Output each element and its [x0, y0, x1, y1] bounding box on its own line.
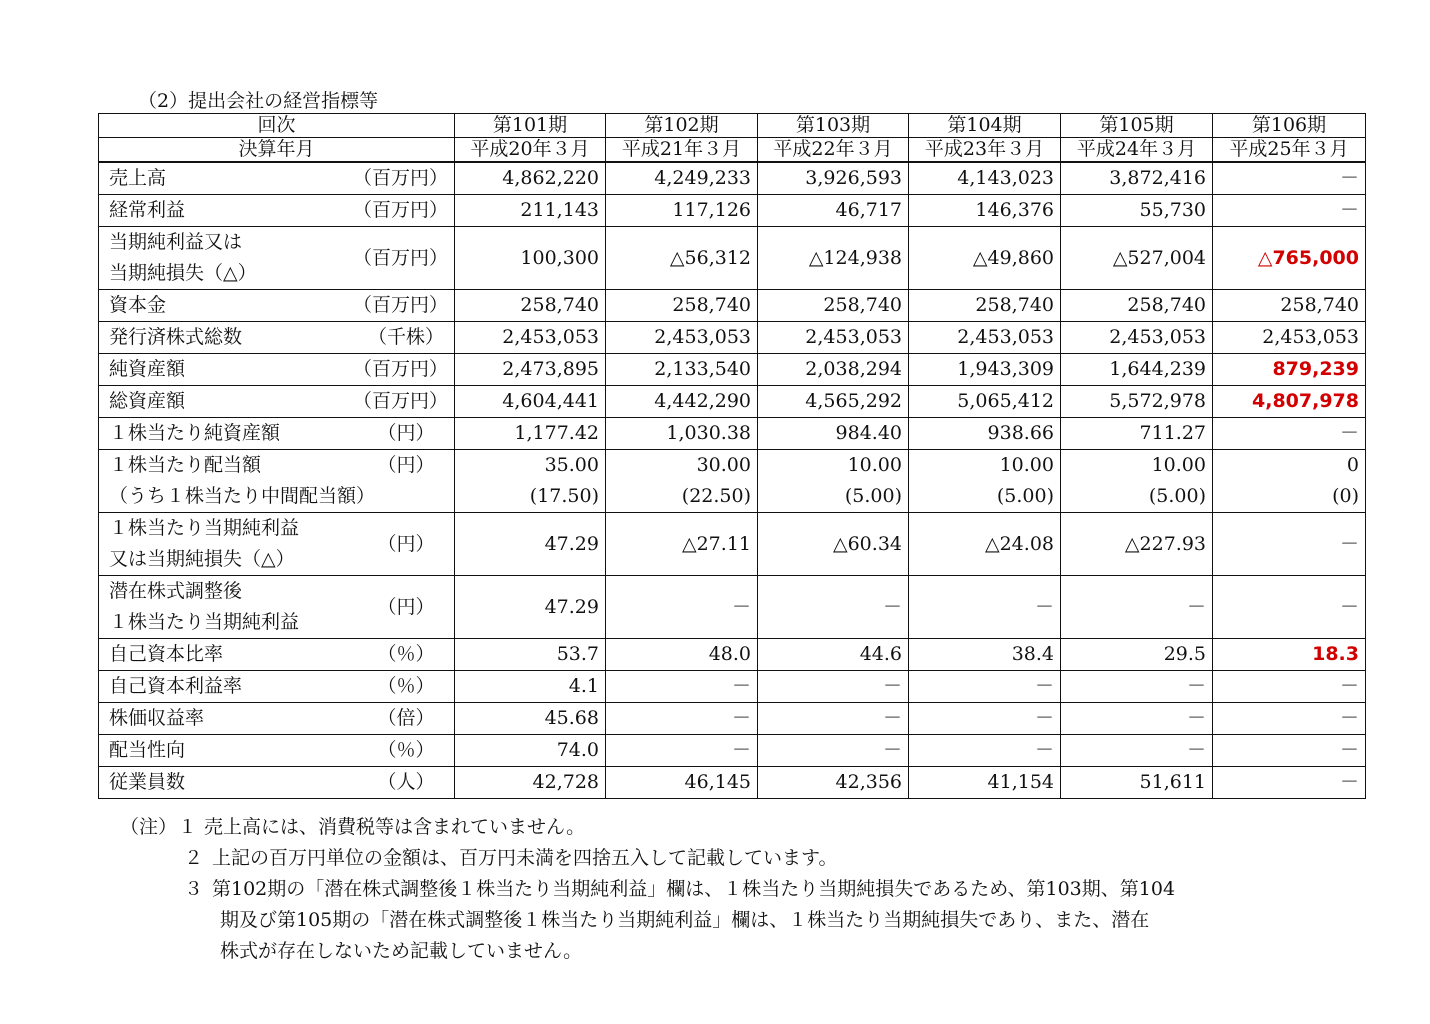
dividend-value: 10.00 [847, 454, 902, 476]
cell-equityratio-2: 48.0 [606, 639, 758, 671]
unit-label: （百万円） [352, 246, 448, 269]
unit-label: （％） [377, 675, 435, 697]
cell-sales-5: 3,872,416 [1061, 162, 1213, 195]
header-date-2: 平成21年３月 [606, 138, 758, 163]
cell-payout-5: － [1061, 735, 1213, 767]
cell-capital-5: 258,740 [1061, 290, 1213, 322]
cell-equityratio-6: 18.3 [1213, 639, 1366, 671]
row-label-sales [99, 162, 455, 195]
unit-label: （％） [377, 643, 435, 665]
label-text-line1: １株当たり当期純利益 [109, 517, 300, 539]
row-label-ordinary [99, 195, 455, 227]
cell-eps-5: △227.93 [1061, 513, 1213, 576]
cell-capital-1: 258,740 [455, 290, 606, 322]
cell-per-2: － [606, 703, 758, 735]
cell-capital-2: 258,740 [606, 290, 758, 322]
unit-label: （百万円） [352, 294, 448, 316]
header-period-5: 第105期 [1061, 114, 1213, 138]
note-3-text-line2: 期及び第105期の「潜在株式調整後１株当たり当期純利益」欄は、１株当たり当期純損失であり、また、潜在 [220, 909, 1150, 931]
label-text: 売上高 [109, 167, 167, 189]
unit-label: （倍） [377, 707, 435, 729]
label-text-line2: 又は当期純損失（△） [109, 548, 295, 570]
dividend-value: 30.00 [696, 454, 751, 476]
header-period-1: 第101期 [455, 114, 606, 138]
row-label-deps [99, 576, 455, 639]
cell-totalassets-2: 4,442,290 [606, 386, 758, 418]
financial-indicators-table [98, 113, 1366, 799]
cell-netincome-6: △765,000 [1213, 227, 1366, 290]
label-text-line2: （うち１株当たり中間配当額） [109, 485, 376, 507]
cell-payout-4: － [909, 735, 1061, 767]
cell-employees-2: 46,145 [606, 767, 758, 799]
cell-ordinary-5: 55,730 [1061, 195, 1213, 227]
cell-netassets-2: 2,133,540 [606, 354, 758, 386]
cell-netassets-4: 1,943,309 [909, 354, 1061, 386]
header-date-4: 平成23年３月 [909, 138, 1061, 163]
label-text: 自己資本比率 [109, 643, 224, 665]
label-text-line1: 潜在株式調整後 [109, 580, 243, 602]
cell-bps-5: 711.27 [1061, 418, 1213, 450]
row-label-employees [99, 767, 455, 799]
note-1-text: 売上高には、消費税等は含まれていません。 [204, 816, 586, 838]
cell-dps-5 [1061, 450, 1213, 513]
cell-per-4: － [909, 703, 1061, 735]
row-netincome [99, 227, 1366, 290]
cell-equityratio-4: 38.4 [909, 639, 1061, 671]
cell-employees-5: 51,611 [1061, 767, 1213, 799]
cell-sales-4: 4,143,023 [909, 162, 1061, 195]
cell-netincome-2: △56,312 [606, 227, 758, 290]
header-date-6: 平成25年３月 [1213, 138, 1366, 163]
cell-sales-2: 4,249,233 [606, 162, 758, 195]
unit-label: （百万円） [352, 199, 448, 221]
cell-payout-6: － [1213, 735, 1366, 767]
cell-payout-1: 74.0 [455, 735, 606, 767]
row-label-payout [99, 735, 455, 767]
label-text: 株価収益率 [109, 707, 205, 729]
cell-shares-2: 2,453,053 [606, 322, 758, 354]
cell-eps-2: △27.11 [606, 513, 758, 576]
unit-label: （円） [377, 422, 435, 444]
row-deps [99, 576, 1366, 639]
cell-sales-6: － [1213, 162, 1366, 195]
cell-netincome-3: △124,938 [758, 227, 909, 290]
label-text: 発行済株式総数 [109, 326, 243, 348]
cell-ordinary-6: － [1213, 195, 1366, 227]
cell-ordinary-4: 146,376 [909, 195, 1061, 227]
row-totalassets [99, 386, 1366, 418]
row-label-totalassets [99, 386, 455, 418]
cell-netincome-1: 100,300 [455, 227, 606, 290]
unit-label: （百万円） [352, 167, 448, 189]
note-2-number: ２ [184, 847, 204, 869]
cell-deps-1: 47.29 [455, 576, 606, 639]
cell-deps-2: － [606, 576, 758, 639]
dividend-value: 10.00 [1151, 454, 1206, 476]
cell-roe-3: － [758, 671, 909, 703]
cell-roe-5: － [1061, 671, 1213, 703]
cell-payout-3: － [758, 735, 909, 767]
label-text: 総資産額 [109, 390, 186, 412]
unit-label: （円） [377, 454, 435, 476]
header-row-date [99, 138, 1366, 163]
cell-deps-4: － [909, 576, 1061, 639]
header-period-3: 第103期 [758, 114, 909, 138]
interim-dividend-value: (5.00) [996, 485, 1054, 507]
cell-per-5: － [1061, 703, 1213, 735]
row-payout [99, 735, 1366, 767]
label-text: 従業員数 [109, 771, 186, 793]
row-per [99, 703, 1366, 735]
cell-dps-6 [1213, 450, 1366, 513]
cell-employees-3: 42,356 [758, 767, 909, 799]
row-sales [99, 162, 1366, 195]
unit-label: （千株） [367, 326, 444, 348]
header-date-1: 平成20年３月 [455, 138, 606, 163]
cell-netassets-3: 2,038,294 [758, 354, 909, 386]
cell-shares-3: 2,453,053 [758, 322, 909, 354]
cell-deps-5: － [1061, 576, 1213, 639]
cell-netincome-4: △49,860 [909, 227, 1061, 290]
note-3-text-line1: 第102期の「潜在株式調整後１株当たり当期純利益」欄は、１株当たり当期純損失であるため、第103期、第104 [212, 878, 1176, 900]
label-text-line1: １株当たり配当額 [109, 454, 262, 476]
row-label-capital [99, 290, 455, 322]
row-label-per [99, 703, 455, 735]
cell-sales-1: 4,862,220 [455, 162, 606, 195]
unit-label: （円） [377, 532, 435, 555]
interim-dividend-value: (22.50) [681, 485, 751, 507]
row-roe [99, 671, 1366, 703]
row-label-equityratio [99, 639, 455, 671]
dividend-value: 35.00 [544, 454, 599, 476]
cell-employees-4: 41,154 [909, 767, 1061, 799]
row-label-roe [99, 671, 455, 703]
cell-dps-3 [758, 450, 909, 513]
note-3-number: ３ [184, 878, 204, 900]
cell-eps-4: △24.08 [909, 513, 1061, 576]
interim-dividend-value: (0) [1332, 485, 1359, 507]
cell-ordinary-3: 46,717 [758, 195, 909, 227]
row-ordinary [99, 195, 1366, 227]
cell-employees-1: 42,728 [455, 767, 606, 799]
cell-eps-6: － [1213, 513, 1366, 576]
unit-label: （円） [377, 595, 435, 618]
label-text: 自己資本利益率 [109, 675, 243, 697]
row-label-netassets [99, 354, 455, 386]
cell-ordinary-1: 211,143 [455, 195, 606, 227]
header-period-6: 第106期 [1213, 114, 1366, 138]
label-text: 経常利益 [109, 199, 186, 221]
unit-label: （％） [377, 739, 435, 761]
dividend-value: 0 [1346, 454, 1359, 476]
cell-roe-1: 4.1 [455, 671, 606, 703]
cell-dps-2 [606, 450, 758, 513]
cell-roe-2: － [606, 671, 758, 703]
cell-sales-3: 3,926,593 [758, 162, 909, 195]
cell-totalassets-1: 4,604,441 [455, 386, 606, 418]
cell-bps-3: 984.40 [758, 418, 909, 450]
unit-label: （百万円） [352, 358, 448, 380]
header-row-period [99, 114, 1366, 138]
label-text-line2: １株当たり当期純利益 [109, 611, 300, 633]
row-shares [99, 322, 1366, 354]
cell-roe-4: － [909, 671, 1061, 703]
label-text: 配当性向 [109, 739, 186, 761]
interim-dividend-value: (5.00) [844, 485, 902, 507]
row-label-bps [99, 418, 455, 450]
cell-payout-2: － [606, 735, 758, 767]
cell-shares-4: 2,453,053 [909, 322, 1061, 354]
cell-eps-1: 47.29 [455, 513, 606, 576]
row-label-shares [99, 322, 455, 354]
header-date-3: 平成22年３月 [758, 138, 909, 163]
cell-bps-6: － [1213, 418, 1366, 450]
note-prefix: （注） [120, 816, 178, 838]
header-label-date: 決算年月 [99, 138, 455, 163]
unit-label: （人） [377, 771, 435, 793]
cell-capital-4: 258,740 [909, 290, 1061, 322]
cell-totalassets-3: 4,565,292 [758, 386, 909, 418]
note-3-text-line3: 株式が存在しないため記載していません。 [220, 940, 583, 962]
cell-employees-6: － [1213, 767, 1366, 799]
cell-equityratio-1: 53.7 [455, 639, 606, 671]
cell-shares-6: 2,453,053 [1213, 322, 1366, 354]
header-period-2: 第102期 [606, 114, 758, 138]
note-1-number: １ [178, 816, 198, 838]
label-text-line1: 当期純利益又は [109, 231, 243, 253]
cell-netassets-6: 879,239 [1213, 354, 1366, 386]
cell-equityratio-3: 44.6 [758, 639, 909, 671]
cell-per-3: － [758, 703, 909, 735]
unit-label: （百万円） [352, 390, 448, 412]
cell-netincome-5: △527,004 [1061, 227, 1213, 290]
cell-deps-6: － [1213, 576, 1366, 639]
row-label-dps [99, 450, 455, 513]
cell-bps-1: 1,177.42 [455, 418, 606, 450]
header-date-5: 平成24年３月 [1061, 138, 1213, 163]
cell-totalassets-5: 5,572,978 [1061, 386, 1213, 418]
label-text-line2: 当期純損失（△） [109, 262, 257, 284]
row-capital [99, 290, 1366, 322]
row-equityratio [99, 639, 1366, 671]
row-netassets [99, 354, 1366, 386]
cell-bps-4: 938.66 [909, 418, 1061, 450]
cell-equityratio-5: 29.5 [1061, 639, 1213, 671]
cell-eps-3: △60.34 [758, 513, 909, 576]
cell-netassets-5: 1,644,239 [1061, 354, 1213, 386]
label-text: １株当たり純資産額 [109, 422, 281, 444]
row-eps [99, 513, 1366, 576]
cell-roe-6: － [1213, 671, 1366, 703]
cell-shares-1: 2,453,053 [455, 322, 606, 354]
interim-dividend-value: (5.00) [1148, 485, 1206, 507]
cell-bps-2: 1,030.38 [606, 418, 758, 450]
cell-shares-5: 2,453,053 [1061, 322, 1213, 354]
cell-per-6: － [1213, 703, 1366, 735]
cell-totalassets-6: 4,807,978 [1213, 386, 1366, 418]
dividend-value: 10.00 [999, 454, 1054, 476]
row-employees [99, 767, 1366, 799]
header-period-4: 第104期 [909, 114, 1061, 138]
cell-per-1: 45.68 [455, 703, 606, 735]
cell-dps-1 [455, 450, 606, 513]
cell-ordinary-2: 117,126 [606, 195, 758, 227]
cell-netassets-1: 2,473,895 [455, 354, 606, 386]
note-2-text: 上記の百万円単位の金額は、百万円未満を四捨五入して記載しています。 [212, 847, 838, 869]
cell-capital-3: 258,740 [758, 290, 909, 322]
label-text: 資本金 [109, 294, 167, 316]
cell-dps-4 [909, 450, 1061, 513]
header-label-period: 回次 [99, 114, 455, 138]
interim-dividend-value: (17.50) [529, 485, 599, 507]
cell-deps-3: － [758, 576, 909, 639]
cell-capital-6: 258,740 [1213, 290, 1366, 322]
row-dps [99, 450, 1366, 513]
row-label-eps [99, 513, 455, 576]
section-heading: （2）提出会社の経営指標等 [138, 90, 379, 112]
row-label-netincome [99, 227, 455, 290]
row-bps [99, 418, 1366, 450]
cell-totalassets-4: 5,065,412 [909, 386, 1061, 418]
label-text: 純資産額 [109, 358, 186, 380]
